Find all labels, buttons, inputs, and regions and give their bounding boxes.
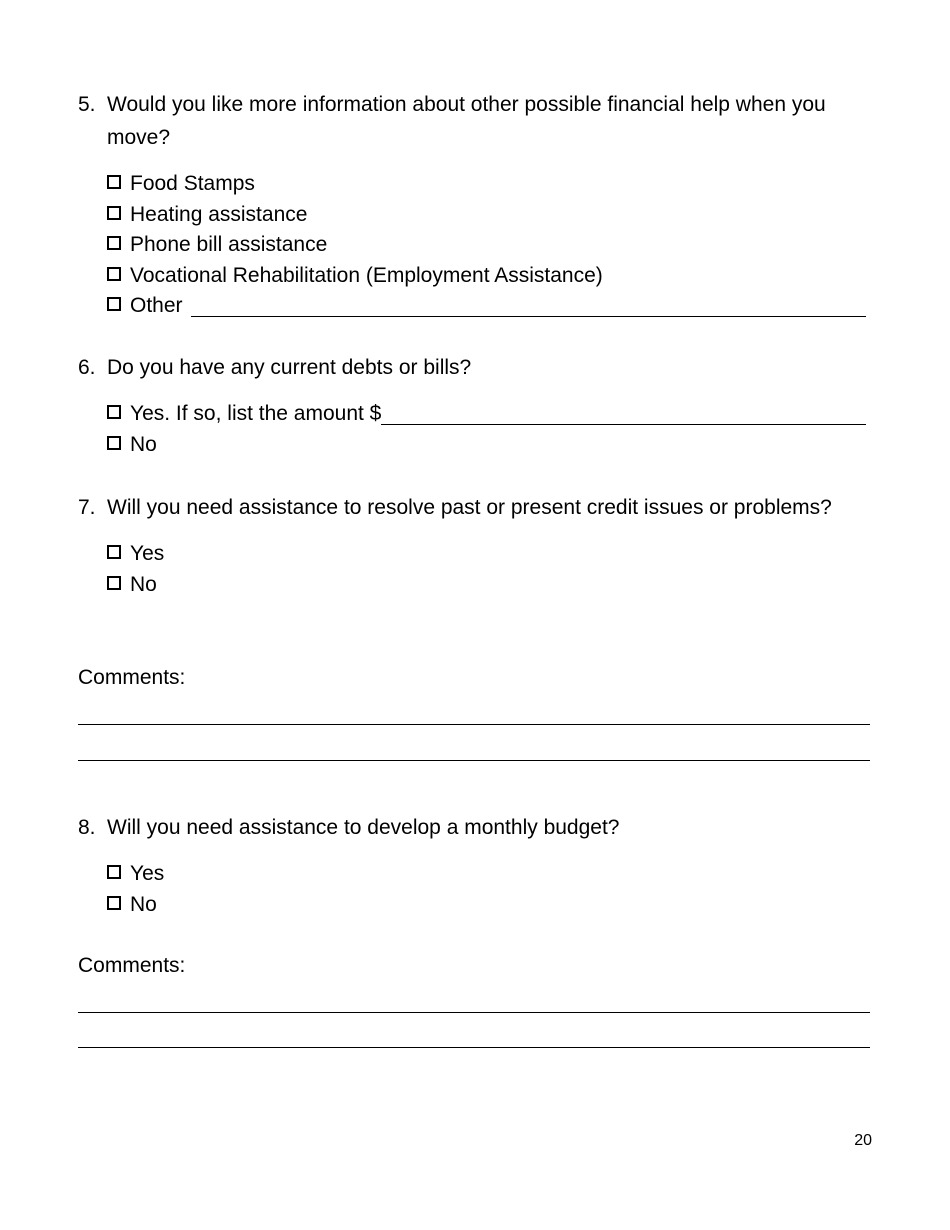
question-text: Will you need assistance to develop a monthly budget? [107,816,620,839]
option-label: No [130,572,157,596]
page-number: 20 [854,1132,872,1149]
question-8 [78,811,878,920]
comments-line[interactable] [78,1047,870,1048]
option-vocational-rehabilitation[interactable] [107,261,878,292]
question-number: 8. [78,816,96,839]
option-label: Yes [130,542,165,566]
question-8-options [107,859,878,920]
question-6-options [107,399,878,460]
question-number: 6. [78,356,96,379]
question-7-heading [78,491,878,524]
option-food-stamps[interactable] [107,169,878,200]
option-label: Food Stamps [130,172,255,196]
question-text: Will you need assistance to resolve past or present credit issues or problems? [107,496,832,519]
option-label: Yes [130,862,165,886]
comments-line[interactable] [78,760,870,761]
question-8-heading [78,811,878,844]
question-number: 7. [78,496,96,519]
option-label: Vocational Rehabilitation (Employment Assistance) [130,263,603,287]
checkbox[interactable] [107,405,121,419]
checkbox[interactable] [107,896,121,910]
checkbox[interactable] [107,297,121,311]
option-label: No [130,432,157,456]
option-yes[interactable] [107,859,878,890]
checkbox[interactable] [107,436,121,450]
option-no[interactable] [107,430,878,461]
option-no[interactable] [107,570,878,601]
checkbox[interactable] [107,236,121,250]
question-6-heading [78,351,878,384]
checkbox[interactable] [107,545,121,559]
option-label: Heating assistance [130,202,308,226]
option-no[interactable] [107,890,878,921]
checkbox[interactable] [107,206,121,220]
checkbox[interactable] [107,267,121,281]
comments-label: Comments: [78,666,186,689]
question-6 [78,351,878,460]
question-5-heading [78,88,878,154]
comments-line[interactable] [78,724,870,725]
option-label: Phone bill assistance [130,233,328,257]
option-label: Other [130,294,183,318]
question-7 [78,491,878,600]
other-fill-in-line[interactable] [191,296,866,317]
question-text: Do you have any current debts or bills? [107,356,472,379]
checkbox[interactable] [107,865,121,879]
option-other[interactable] [107,291,878,322]
comments-line[interactable] [78,1012,870,1013]
question-7-options [107,539,878,600]
question-text: Would you like more information about other possible financial help when you move? [107,93,826,149]
option-label: Yes. If so, list the amount $ [130,402,382,426]
question-number: 5. [78,93,96,116]
option-yes[interactable] [107,539,878,570]
checkbox[interactable] [107,576,121,590]
question-5 [78,88,878,322]
question-5-options [107,169,878,322]
option-phone-bill-assistance[interactable] [107,230,878,261]
amount-fill-in-line[interactable] [381,404,866,425]
comments-label: Comments: [78,954,186,977]
option-label: No [130,892,157,916]
option-yes-amount[interactable] [107,399,878,430]
checkbox[interactable] [107,175,121,189]
option-heating-assistance[interactable] [107,200,878,231]
